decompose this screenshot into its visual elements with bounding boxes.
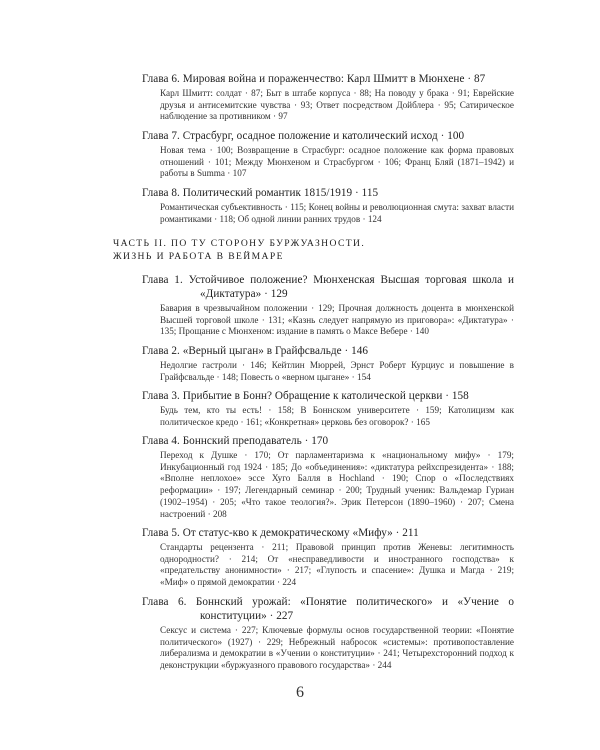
- toc-entry: [142, 129, 514, 143]
- chapter-subsections: Переход к Душке · 170; От парламентаризма к «национальному мифу» · 179; Инкубационный год 1924 · 185; До «объединения»: «диктатура рейхспрезидента» · 188; «Вполне неплохое» эссе Хуго Балля в Hochland · 190; Спор о «Последствиях реформации» · 197; Легендарный семинар · 200; Трудный ученик: Вальдемар Гуриан (1902–1954) · 205; «Что такое теология?». Эрик Петерсон (1890–1960) · 207; Смена настроений · 208: [160, 450, 514, 519]
- chapter-title: Глава 4. Боннский преподаватель · 170: [142, 435, 329, 447]
- chapter-title: Глава 7. Страсбург, осадное положение и католический исход · 100: [142, 130, 465, 142]
- chapter-title: Глава 3. Прибытие в Бонн? Обращение к католической церкви · 158: [142, 390, 469, 402]
- toc-entry: [160, 405, 514, 428]
- toc-entry: [160, 145, 514, 180]
- toc-entry: [142, 526, 514, 540]
- chapter-subsections: Сексус и система · 227; Ключевые формулы основ государственной теории: «Понятие политического» (1927) · 229; Небрежный набросок «системы»: противопоставление либерализма и демократии в «Учении о конституции» · 241; Четырехсторонний подход к деконструкции «буржуазного правового государства» · 244: [160, 625, 514, 671]
- chapter-title: Глава 6. Мировая война и пораженчество: Карл Шмитт в Мюнхене · 87: [142, 73, 486, 85]
- toc-entry: [142, 72, 514, 86]
- part-heading-line: ЖИЗНЬ И РАБОТА В ВЕЙМАРЕ: [113, 251, 284, 262]
- part-heading-line: ЧАСТЬ II. ПО ТУ СТОРОНУ БУРЖУАЗНОСТИ.: [113, 238, 366, 249]
- chapter-title: Глава 1. Устойчивое положение? Мюнхенская Высшая торговая школа и «Диктатура» · 129: [142, 274, 514, 300]
- toc-entry: [142, 186, 514, 200]
- toc-entry: [160, 625, 514, 672]
- page-number: 6: [296, 684, 304, 701]
- chapter-title: Глава 2. «Верный цыган» в Грайфсвальде · 146: [142, 345, 369, 357]
- chapter-subsections: Недолгие гастроли · 146; Кейтлин Мюррей, Эрнст Роберт Курциус и повышение в Грайфсвальде · 148; Повесть о «верном цыгане» · 154: [160, 360, 514, 382]
- toc-entry: [142, 273, 514, 301]
- chapter-subsections: Карл Шмитт: солдат · 87; Быт в штабе корпуса · 88; На поводу у брака · 91; Еврейские друзья и антисемитские чувства · 93; Ответ посредством Дойблера · 95; Сатирическое наблюдение за противником · 97: [160, 88, 514, 122]
- toc-entry: [142, 595, 514, 623]
- toc-entry: [160, 542, 514, 589]
- toc-entry: [142, 344, 514, 358]
- toc-entry: [160, 450, 514, 520]
- toc-entry: [160, 360, 514, 383]
- chapter-title: Глава 5. От статус-кво к демократическому «Мифу» · 211: [142, 527, 419, 539]
- chapter-subsections: Романтическая субъективность · 115; Конец войны и революционная смута: захват власти романтиками · 118; Об одной линии ранних трудов · 124: [160, 202, 514, 224]
- chapter-subsections: Будь тем, кто ты есть! · 158; В Боннском университете · 159; Католицизм как политическое кредо · 161; «Конкретная» церковь без оговорок? · 165: [160, 405, 514, 427]
- chapter-title: Глава 8. Политический романтик 1815/1919 · 115: [142, 187, 379, 199]
- chapter-subsections: Стандарты рецензента · 211; Правовой принцип против Женевы: легитимность однородности? · 214; От «несправедливости и иностранного господства» к «предательству анонимности» · 217; «Глупость и спасение»: Душка и Магда · 219; «Миф» о прямой демократии · 224: [160, 542, 514, 588]
- toc-entry: [160, 202, 514, 225]
- toc-entry: [160, 88, 514, 123]
- part-heading: [113, 237, 513, 263]
- chapter-subsections: Новая тема · 100; Возвращение в Страсбург: осадное положение как форма правовых отношений · 101; Между Мюнхеном и Страсбургом · 106; Франц Бляй (1871–1942) и работы в Summa · 107: [160, 145, 514, 179]
- chapter-subsections: Бавария в чрезвычайном положении · 129; Прочная должность доцента в мюнхенской Высшей торговой школе · 131; «Казнь следует напрямую из приговора»: «Диктатура» · 135; Прощание с Мюнхеном: издание в память о Максе Вебере · 140: [160, 303, 514, 337]
- toc-entry: [142, 434, 514, 448]
- toc-entry: [160, 303, 514, 338]
- chapter-title: Глава 6. Боннский урожай: «Понятие политического» и «Учение о конституции» · 227: [142, 596, 514, 622]
- toc-entry: [142, 389, 514, 403]
